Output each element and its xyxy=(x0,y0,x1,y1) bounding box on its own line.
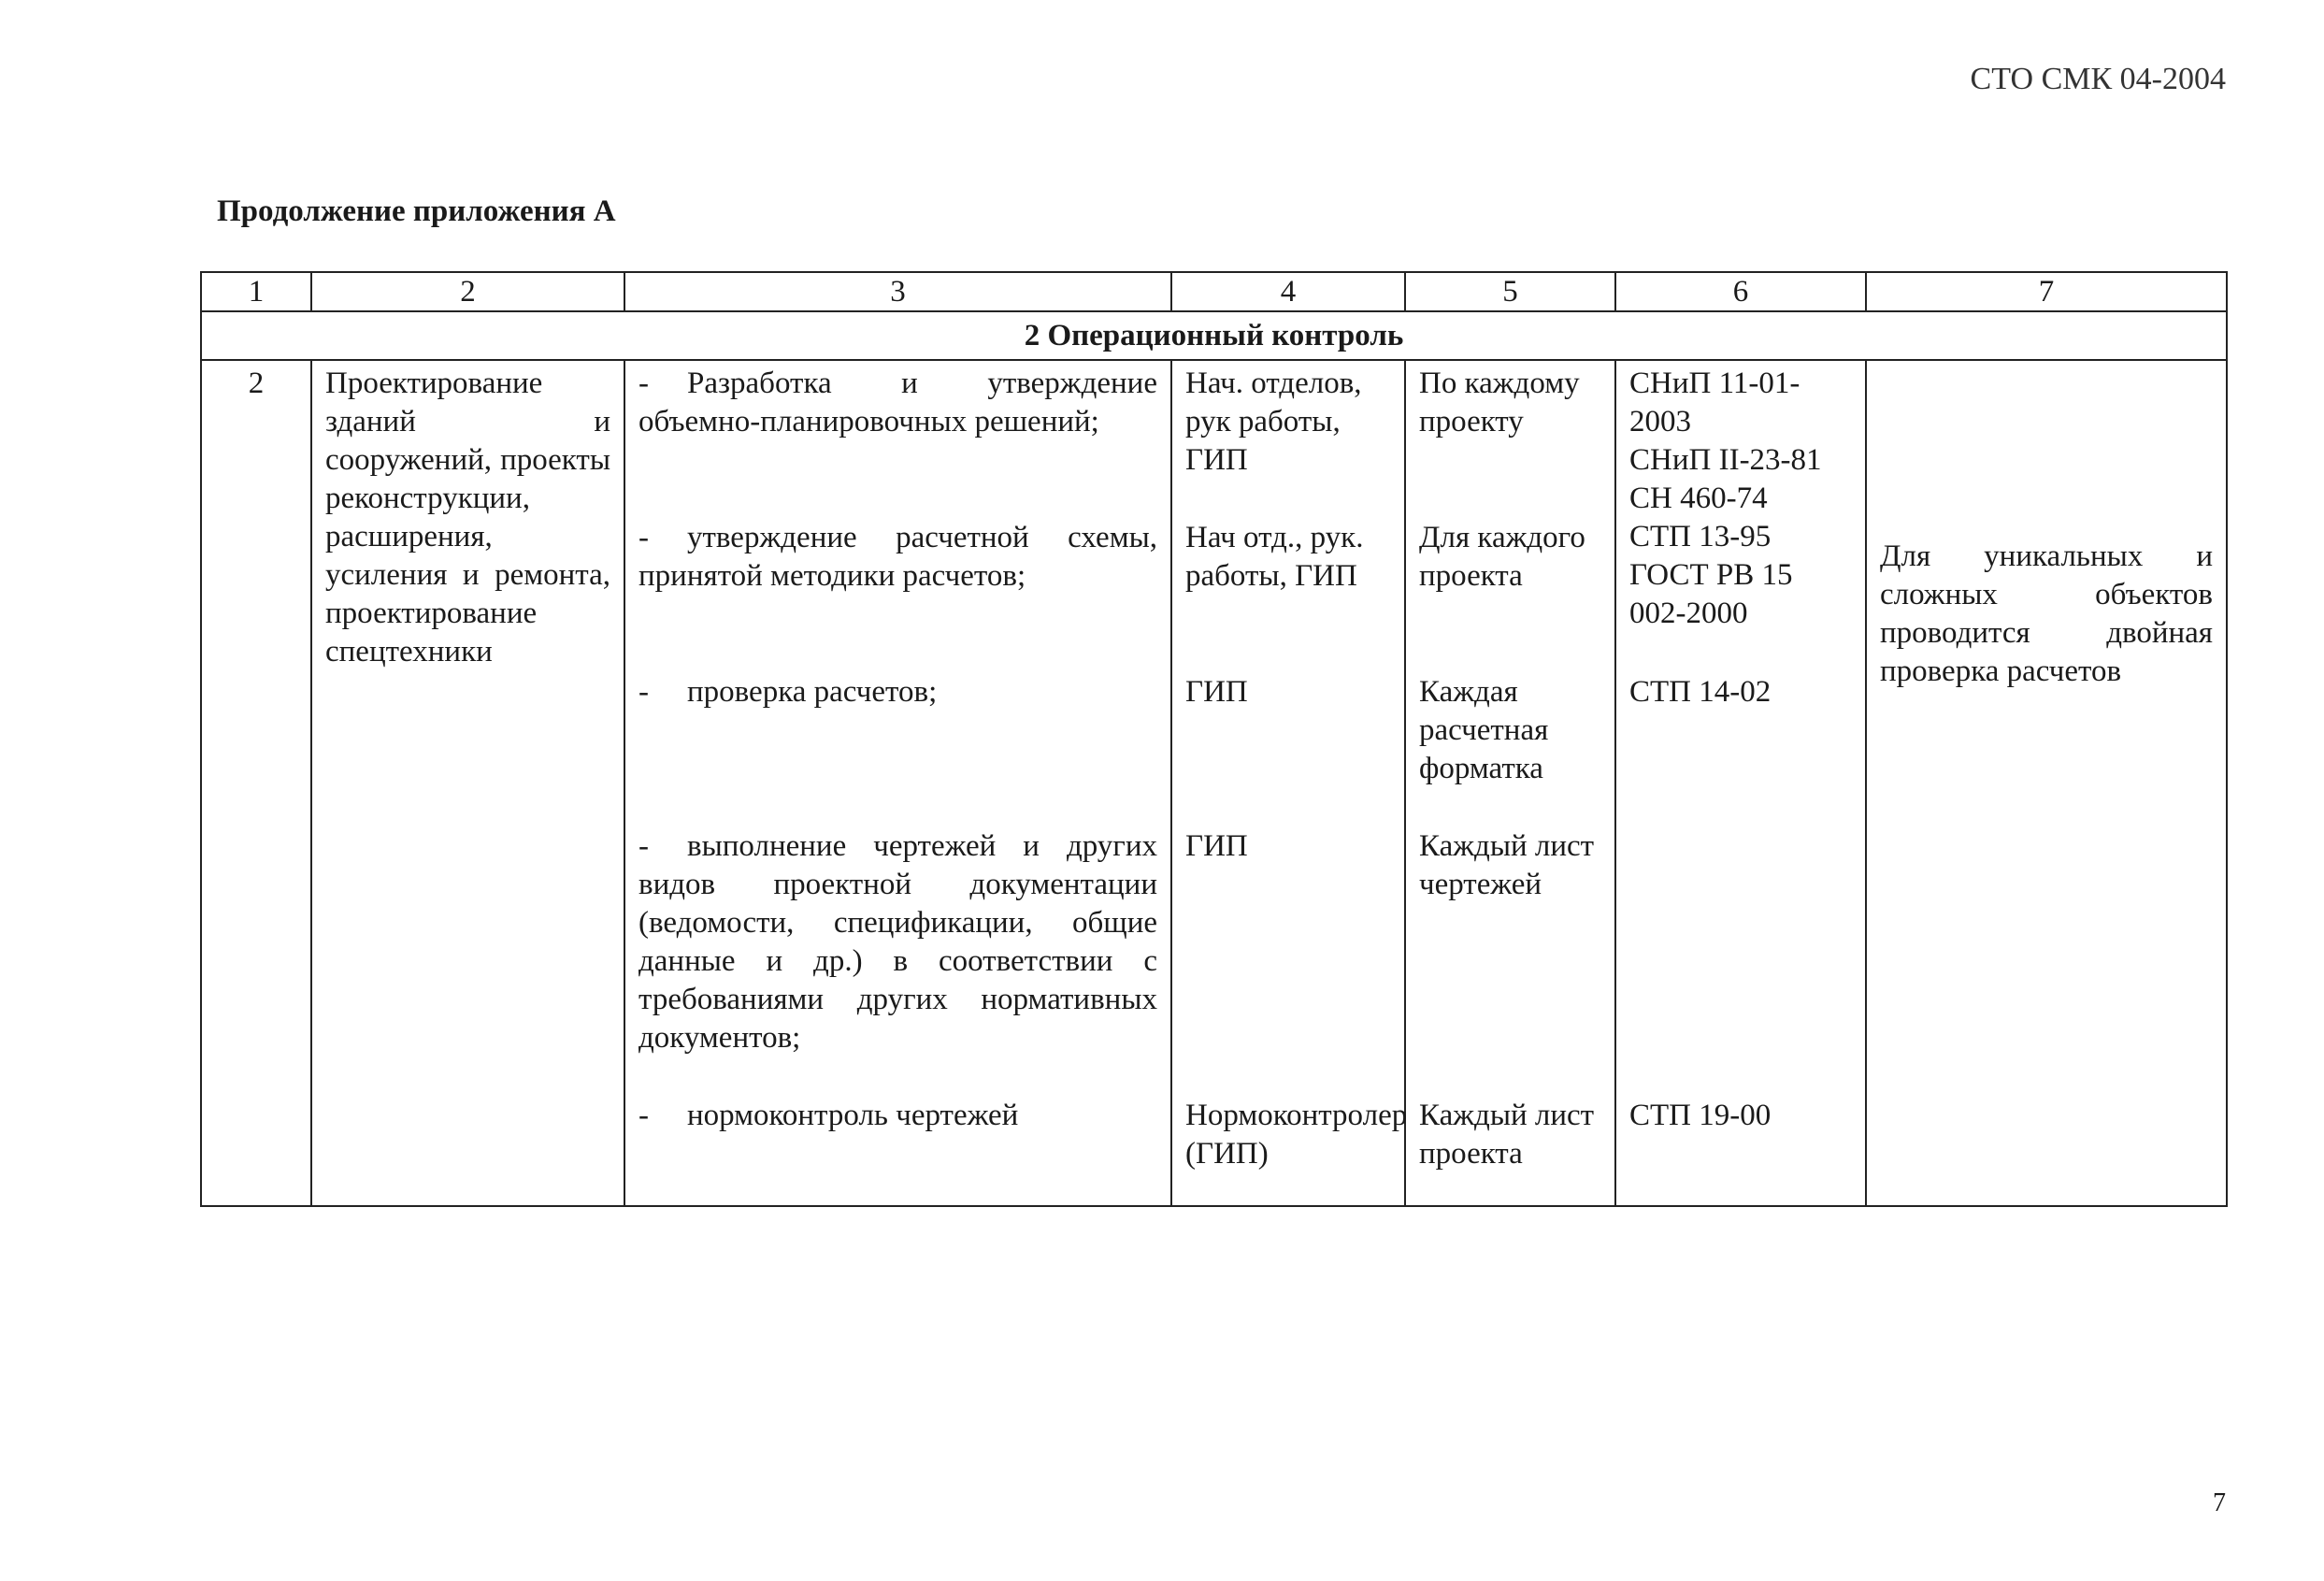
row-number: 2 xyxy=(201,360,311,1206)
operation-dash: - xyxy=(638,1099,649,1132)
operation-dash: - xyxy=(638,521,649,554)
normative-doc: СНиП II-23-81 xyxy=(1629,443,1822,477)
normative-doc: СТП 14-02 xyxy=(1629,675,1772,709)
responsible-text: Нач. отделов, рук работы, ГИП xyxy=(1185,367,1362,477)
normative-doc: СН 460-74 xyxy=(1629,481,1768,515)
column-number: 2 xyxy=(311,272,624,311)
responsible-text: Нормоконтролер (ГИП) xyxy=(1185,1099,1408,1171)
operation-item xyxy=(638,519,1157,596)
operation-item xyxy=(638,827,1157,1057)
responsible-text: ГИП xyxy=(1185,675,1248,709)
column-number: 1 xyxy=(201,272,311,311)
responsible-text: Нач отд., рук. работы, ГИП xyxy=(1185,521,1364,593)
object-cell: Проектирование зданий и сооружений, проекты реконструкции, расширения, усиления и ремонта, проектирование спецтехники xyxy=(311,360,624,1206)
control-table xyxy=(200,271,2228,1207)
table-row xyxy=(201,360,2227,1206)
note-text: Для уникальных и сложных объектов проводится двойная проверка расчетов xyxy=(1880,539,2213,688)
section-title: 2 Операционный контроль xyxy=(201,311,2227,360)
frequency-text: По каждому проекту xyxy=(1419,367,1580,438)
operation-text: проверка расчетов; xyxy=(687,675,938,709)
normatives-cell xyxy=(1615,360,1866,1206)
column-number-row xyxy=(201,272,2227,311)
column-number: 7 xyxy=(1866,272,2227,311)
operation-text: утверждение расчетной схемы, принятой методики расчетов; xyxy=(638,521,1157,593)
operation-item xyxy=(638,673,1157,711)
section-row xyxy=(201,311,2227,360)
normative-doc: СНиП 11-01-2003 xyxy=(1629,367,1800,438)
operation-text: нормоконтроль чертежей xyxy=(687,1099,1019,1132)
normative-doc: СТП 19-00 xyxy=(1629,1099,1772,1132)
operation-dash: - xyxy=(638,675,649,709)
normative-doc: СТП 13-95 xyxy=(1629,520,1772,553)
responsible-cell xyxy=(1171,360,1408,1206)
operation-text: выполнение чертежей и других видов проектной документации (ведомости, спецификации, общие данные и др.) в соответствии с требованиями других нормативных документов; xyxy=(638,829,1157,1055)
column-number: 5 xyxy=(1405,272,1615,311)
note-cell xyxy=(1866,360,2227,1206)
frequency-text: Каждая расчетная форматка xyxy=(1419,675,1549,785)
page-number: 7 xyxy=(2213,1488,2226,1517)
normative-group xyxy=(1629,365,1852,633)
column-number: 6 xyxy=(1615,272,1866,311)
document-code: СТО СМК 04-2004 xyxy=(1970,62,2226,96)
appendix-title: Продолжение приложения А xyxy=(217,194,616,228)
operation-text: Разработка и утверждение объемно-планировочных решений; xyxy=(638,367,1157,438)
frequency-cell xyxy=(1405,360,1615,1206)
operations-cell xyxy=(624,360,1171,1206)
operation-item xyxy=(638,365,1157,441)
responsible-text: ГИП xyxy=(1185,829,1248,863)
normative-doc: ГОСТ РВ 15 002-2000 xyxy=(1629,558,1793,630)
frequency-text: Для каждого проекта xyxy=(1419,521,1585,593)
operation-item xyxy=(638,1097,1157,1135)
frequency-text: Каждый лист чертежей xyxy=(1419,829,1595,901)
operation-dash: - xyxy=(638,829,649,863)
frequency-text: Каждый лист проекта xyxy=(1419,1099,1595,1171)
column-number: 4 xyxy=(1171,272,1405,311)
operation-dash: - xyxy=(638,367,649,400)
column-number: 3 xyxy=(624,272,1171,311)
